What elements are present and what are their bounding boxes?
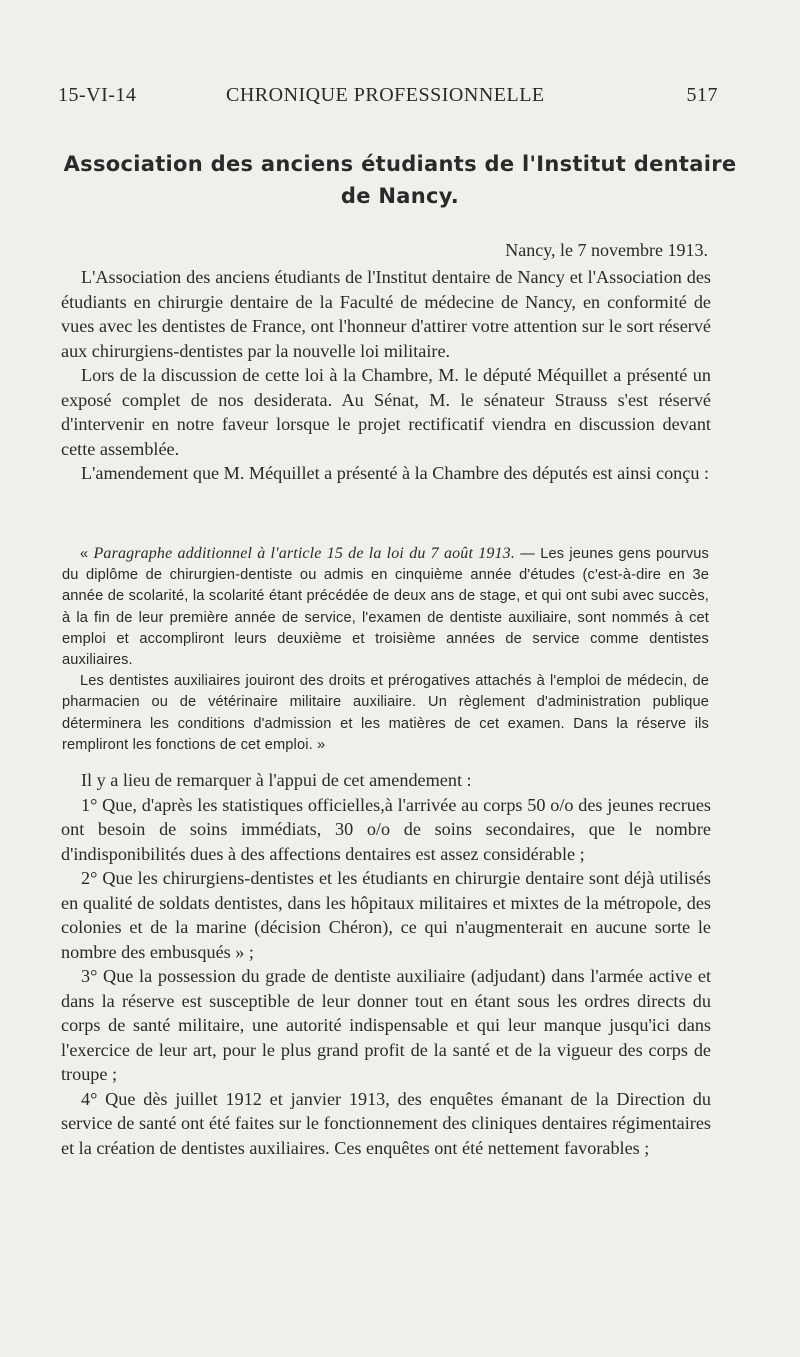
page-number: 517 — [686, 84, 718, 106]
list-item: 2° Que les chirurgiens-dentistes et les étudiants en chirurgie dentaire sont déjà utilisés en qualité de soldats dentistes, dans les hôpitaux militaires et mixtes de la métropole, des colonies et de la marine (décision Chéron), ce qui n'augmenterait en aucune sorte le nombre des embusqués » ; — [61, 868, 711, 962]
paragraph: Lors de la discussion de cette loi à la Chambre, M. le député Méquillet a présenté un exposé complet de nos desiderata. Au Sénat, M. le sénateur Strauss s'est réservé d'intervenir en notre faveur lorsque le projet rectificatif viendra en discussion devant cette assemblée. — [61, 365, 711, 459]
running-header — [58, 84, 718, 114]
amendment-quote — [62, 543, 709, 756]
paragraph: L'Association des anciens étudiants de l'Institut dentaire de Nancy et l'Association des étudiants en chirurgie dentaire de la Faculté de médecine de Nancy, en conformité de vues avec les dentistes de France, ont l'honneur d'attirer votre attention sur le sort réservé aux chirurgiens-dentistes par la nouvelle loi militaire. — [61, 267, 711, 361]
paragraph: Il y a lieu de remarquer à l'appui de cet amendement : — [81, 770, 472, 790]
remarks-section — [61, 768, 711, 1160]
intro-section — [61, 265, 711, 486]
header-date: 15-VI-14 — [58, 84, 137, 106]
list-item: 1° Que, d'après les statistiques officielles,à l'arrivée au corps 50 o/o des jeunes recrues ont besoin de soins immédiats, 30 o/o de soins secondaires, que le nombre d'indisponibilités dues à des affections dentaires est assez considérable ; — [61, 794, 711, 864]
article-title — [60, 148, 740, 212]
article-title-line-1: Association des anciens étudiants de l'Institut dentaire — [63, 152, 737, 176]
quote-italic-lead: Paragraphe additionnel à l'article 15 de la loi du 7 août 1913. — [93, 545, 515, 562]
quote-open: « — [80, 546, 94, 562]
header-running-title: CHRONIQUE PROFESSIONNELLE — [226, 84, 545, 106]
paragraph: L'amendement que M. Méquillet a présenté à la Chambre des députés est ainsi conçu : — [81, 463, 710, 483]
article-title-line-2: de Nancy. — [340, 184, 460, 208]
dateline: Nancy, le 7 novembre 1913. — [505, 240, 708, 260]
quote-paragraph: Les dentistes auxiliaires jouiront des droits et prérogatives attachés à l'emploi de médecin, de pharmacien ou de vétérinaire militaire auxiliaire. Un règlement d'administration publique déterminera les conditions d'admission et les matières de cet examen. Dans la réserve ils rempliront les fonctions de cet emploi. » — [62, 673, 709, 753]
quote-text: — Les jeunes gens pourvus du diplôme de chirurgien-dentiste ou admis en cinquième année d'études (c'est-à-dire en 3e année de scolarité, la scolarité étant précédée de deux ans de stage, et qui ont subi avec succès, à la fin de leur première année de service, l'examen de dentiste auxiliaire, sont nommés à cet emploi et accompliront leurs deuxième et troisième années de service comme dentistes auxiliaires. — [62, 546, 709, 669]
list-item: 4° Que dès juillet 1912 et janvier 1913, des enquêtes émanant de la Direction du service de santé ont été faites sur le fonctionnement des cliniques dentaires régimentaires et la création de dentistes auxiliaires. Ces enquêtes ont été nettement favorables ; — [61, 1088, 711, 1158]
quote-paragraph — [62, 543, 709, 671]
list-item: 3° Que la possession du grade de dentiste auxiliaire (adjudant) dans l'armée active et dans la réserve est susceptible de leur donner tout en étant sous les ordres directs du corps de santé militaire, une autorité indispensable et qui leur manque jusqu'ici dans l'exercice de leur art, pour le plus grand profit de la santé et de la vigueur des corps de troupe ; — [61, 966, 711, 1084]
